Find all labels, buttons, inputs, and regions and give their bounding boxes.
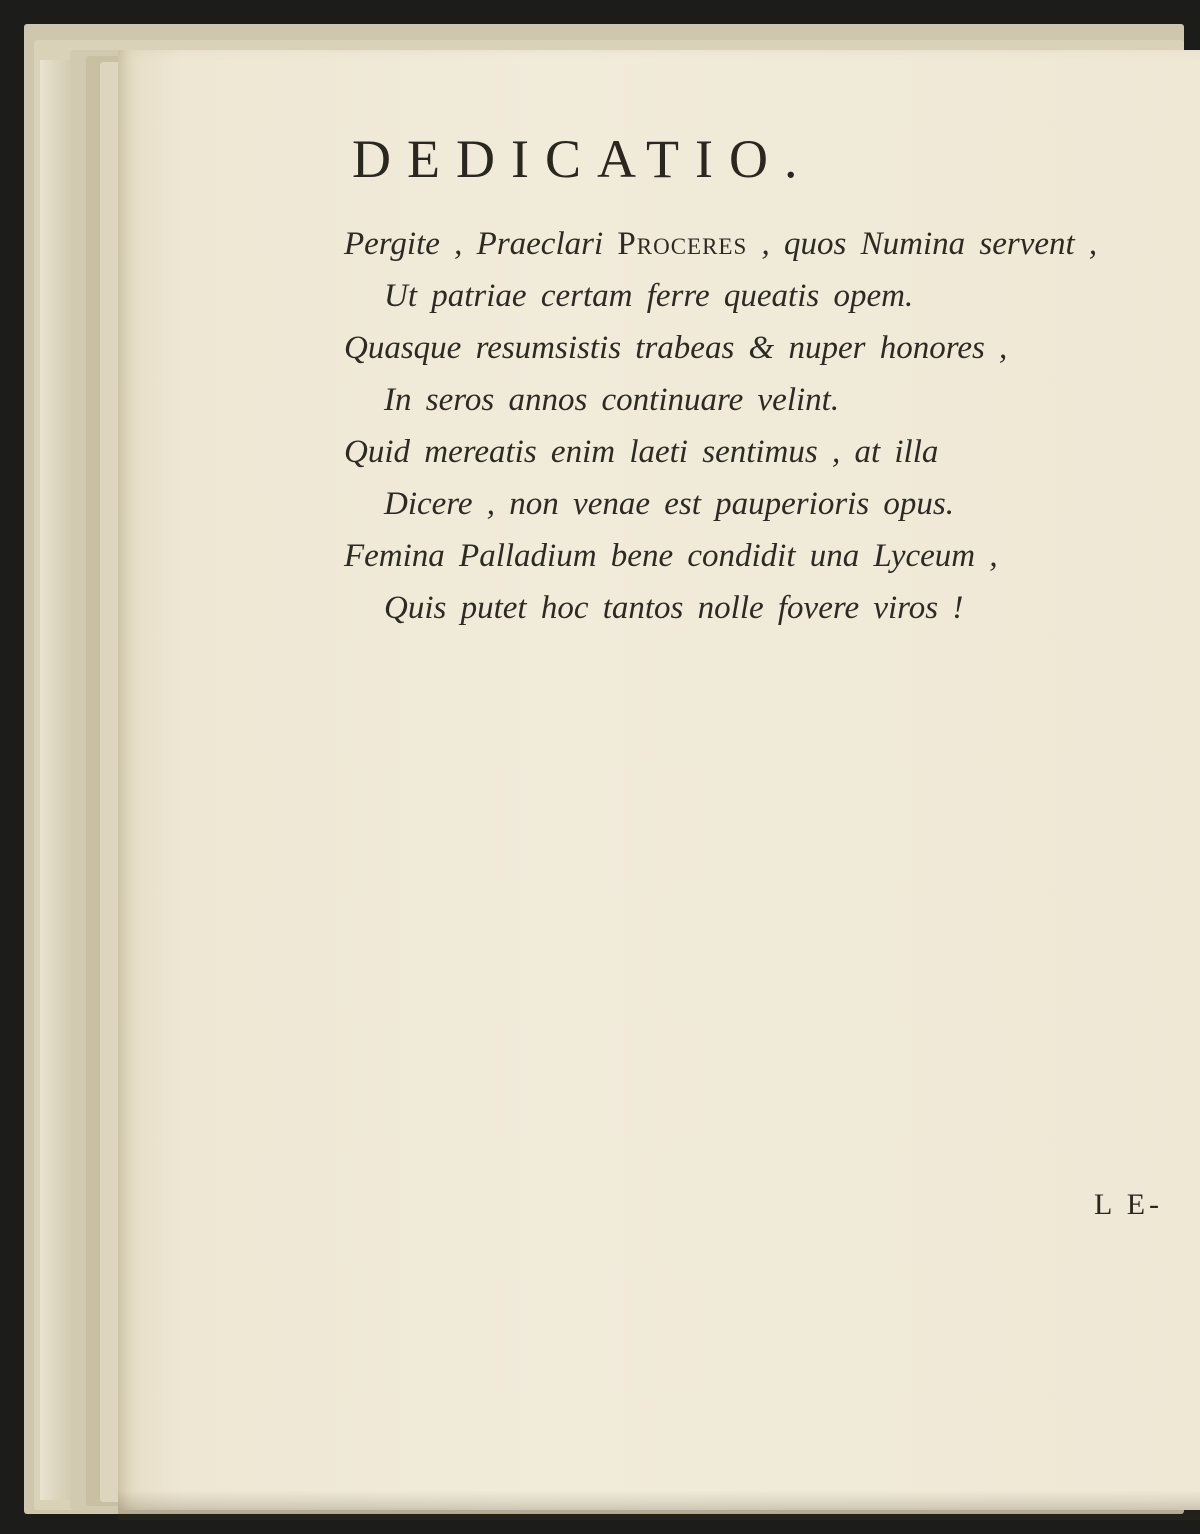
poem-line: Ut patriae certam ferre queatis opem. — [384, 278, 914, 314]
page-bottom-shadow — [118, 1490, 1200, 1520]
book-page — [118, 50, 1200, 1510]
poem-line: In seros annos continuare velint. — [384, 382, 840, 418]
page-title: DEDICATIO. — [352, 129, 814, 189]
poem-line: Quis putet hoc tantos nolle fovere viros ! — [384, 590, 964, 626]
poem-line: Quid mereatis enim laeti sentimus , at illa — [344, 434, 939, 470]
catchword: L E- — [1094, 1188, 1164, 1221]
poem-line: Dicere , non venae est pauperioris opus. — [384, 486, 955, 522]
poem-line: Femina Palladium bene condidit una Lyceum , — [344, 538, 998, 574]
poem-line: Quasque resumsistis trabeas & nuper honores , — [344, 330, 1008, 366]
poem-line: Pergite , Praeclari Proceres , quos Numina servent , — [344, 226, 1098, 262]
show-through-texture — [118, 50, 1200, 1510]
